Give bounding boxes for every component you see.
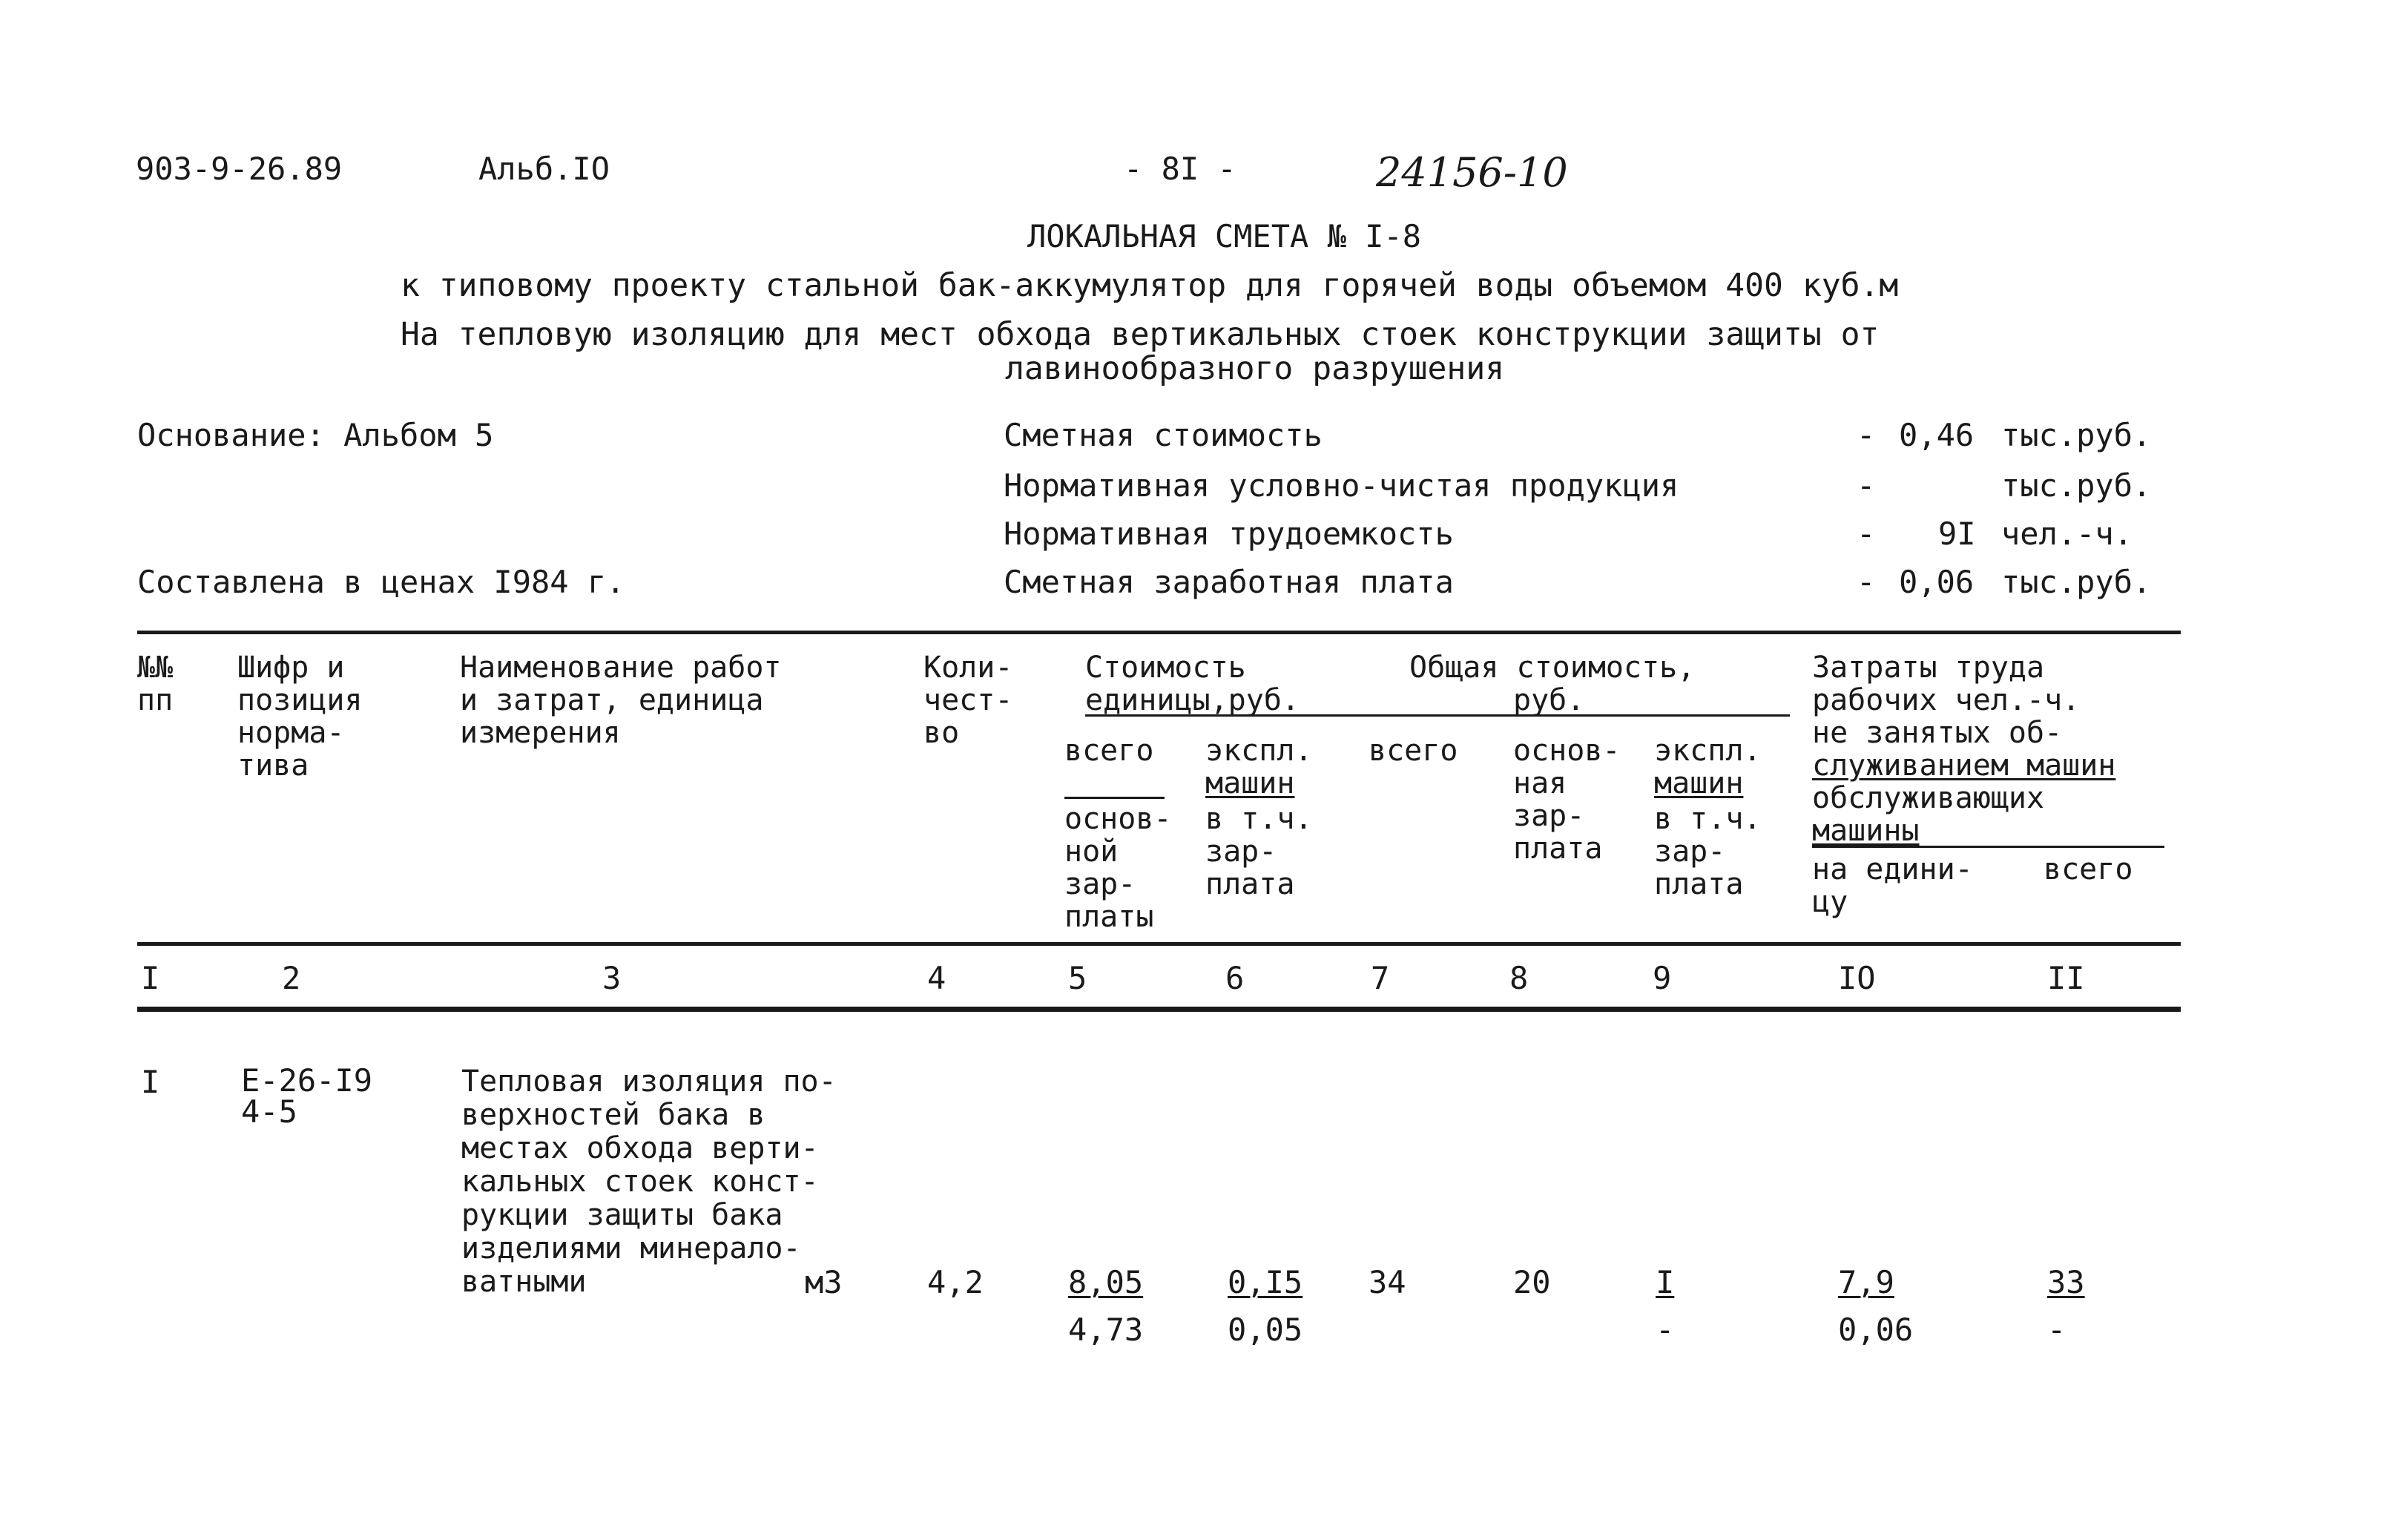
col11-header: всего	[2044, 852, 2133, 886]
column-number: 4	[927, 960, 946, 996]
column-number: 8	[1509, 960, 1529, 996]
row-labor-unit: 7,9	[1838, 1264, 1894, 1300]
summary-unit: тыс.руб.	[2001, 417, 2152, 453]
col9-header-top-u: машин	[1654, 766, 1744, 800]
total-cost-header-units: руб.	[1513, 683, 1585, 717]
page-number: - 8I -	[1124, 151, 1236, 187]
col5-header-bottom: основ- ной зар- платы	[1064, 802, 1172, 934]
row-unit-wage: 4,73	[1068, 1312, 1144, 1348]
col-code-header: Шифр и позиция норма- тива	[237, 651, 363, 783]
summary-label: Сметная заработная плата	[1004, 564, 1454, 600]
row-labor-total: 33	[2047, 1264, 2085, 1300]
estimate-purpose-line2: лавинообразного разрушения	[1005, 350, 1505, 387]
labor-header-machines: обслуживающих	[1812, 781, 2045, 815]
prices-year: Составлена в ценах I984 г.	[137, 564, 625, 600]
col6-header-top-u: машин	[1205, 766, 1295, 800]
column-number: 2	[282, 960, 301, 996]
summary-unit: тыс.руб.	[2001, 564, 2152, 600]
row-unit-machine: 0,I5	[1228, 1264, 1303, 1300]
column-number: 6	[1225, 960, 1245, 996]
estimate-subtitle: к типовому проекту стальной бак-аккумулятор для горячей воды объемом 400 куб.м	[401, 267, 1899, 304]
row-total-wage: 20	[1513, 1264, 1551, 1300]
col-number-header: №№ пп	[137, 651, 174, 717]
handwritten-number: 24156-10	[1376, 149, 1568, 196]
row-total: 34	[1369, 1264, 1406, 1300]
summary-dash: -	[1857, 516, 1876, 552]
summary-dash: -	[1857, 564, 1876, 600]
summary-dash: -	[1857, 467, 1876, 504]
row-number: I	[141, 1064, 160, 1100]
col-name-header: Наименование работ и затрат, единица измерения	[460, 651, 782, 750]
summary-label: Нормативная трудоемкость	[1004, 516, 1454, 552]
col6-header-bottom: в т.ч. зар- плата	[1205, 802, 1313, 901]
unit-cost-header: Стоимость единицы,руб.	[1085, 651, 1300, 717]
column-number: 5	[1068, 960, 1087, 996]
basis-label: Основание: Альбом 5	[137, 417, 494, 453]
summary-unit: тыс.руб.	[2001, 467, 2152, 504]
estimate-purpose-line1: На тепловую изоляцию для мест обхода вертикальных стоек конструкции защиты от	[401, 316, 1880, 353]
column-number: 9	[1653, 960, 1672, 996]
labor-header-machines-u: машины	[1812, 814, 1920, 848]
row-total-machine: I	[1656, 1264, 1675, 1300]
unit-total-divider	[1064, 797, 1165, 799]
row-code: Е-26-I9 4-5	[241, 1062, 373, 1130]
col9-header-bottom: в т.ч. зар- плата	[1654, 802, 1762, 901]
header-bottom-rule	[137, 942, 2181, 946]
col7-header: всего	[1369, 734, 1458, 768]
project-code: 903-9-26.89	[136, 151, 343, 187]
estimate-title: ЛОКАЛЬНАЯ СМЕТА № I-8	[1027, 218, 1422, 254]
column-numbers-rule	[137, 1007, 2181, 1012]
column-number: 3	[602, 960, 622, 996]
col9-header-top: экспл.	[1654, 734, 1762, 768]
table-top-rule	[137, 631, 2181, 634]
album-number: Альб.IO	[478, 151, 610, 187]
col10-header: на едини- цу	[1812, 852, 1973, 919]
col5-header-top: всего	[1064, 734, 1154, 768]
summary-unit: чел.-ч.	[2001, 516, 2133, 552]
row-unit-machine-wage: 0,05	[1228, 1312, 1303, 1348]
row-labor-unit-machine: 0,06	[1838, 1312, 1914, 1348]
row-total-machine-wage: -	[1656, 1312, 1675, 1348]
col8-header: основ- ная зар- плата	[1513, 734, 1621, 866]
row-unit-total: 8,05	[1068, 1264, 1144, 1300]
row-name: Тепловая изоляция по- верхностей бака в местах обхода верти- кальных стоек конст- рукции защиты бака изделиями минерало- ватными	[461, 1064, 837, 1299]
summary-dash: -	[1857, 417, 1876, 453]
summary-label: Нормативная условно-чистая продукция	[1004, 467, 1679, 504]
summary-value: 9I	[1938, 516, 1976, 552]
summary-value: 0,06	[1899, 564, 1975, 600]
labor-header: Затраты труда рабочих чел.-ч. не занятых об-	[1812, 651, 2081, 750]
summary-value: 0,46	[1899, 417, 1975, 453]
labor-header-no-machines: служиванием машин	[1812, 748, 2116, 783]
column-number: I	[141, 960, 160, 996]
row-quantity: 4,2	[927, 1264, 984, 1300]
row-labor-total-machine: -	[2047, 1312, 2067, 1348]
col-quantity-header: Коли- чест- во	[923, 651, 1013, 750]
column-number: II	[2047, 960, 2085, 996]
column-number: 7	[1371, 960, 1390, 996]
total-cost-header: Общая стоимость,	[1409, 651, 1696, 685]
column-number: IO	[1838, 960, 1876, 996]
summary-label: Сметная стоимость	[1004, 417, 1323, 453]
row-unit: м3	[805, 1264, 843, 1300]
col6-header-top: экспл.	[1205, 734, 1313, 768]
